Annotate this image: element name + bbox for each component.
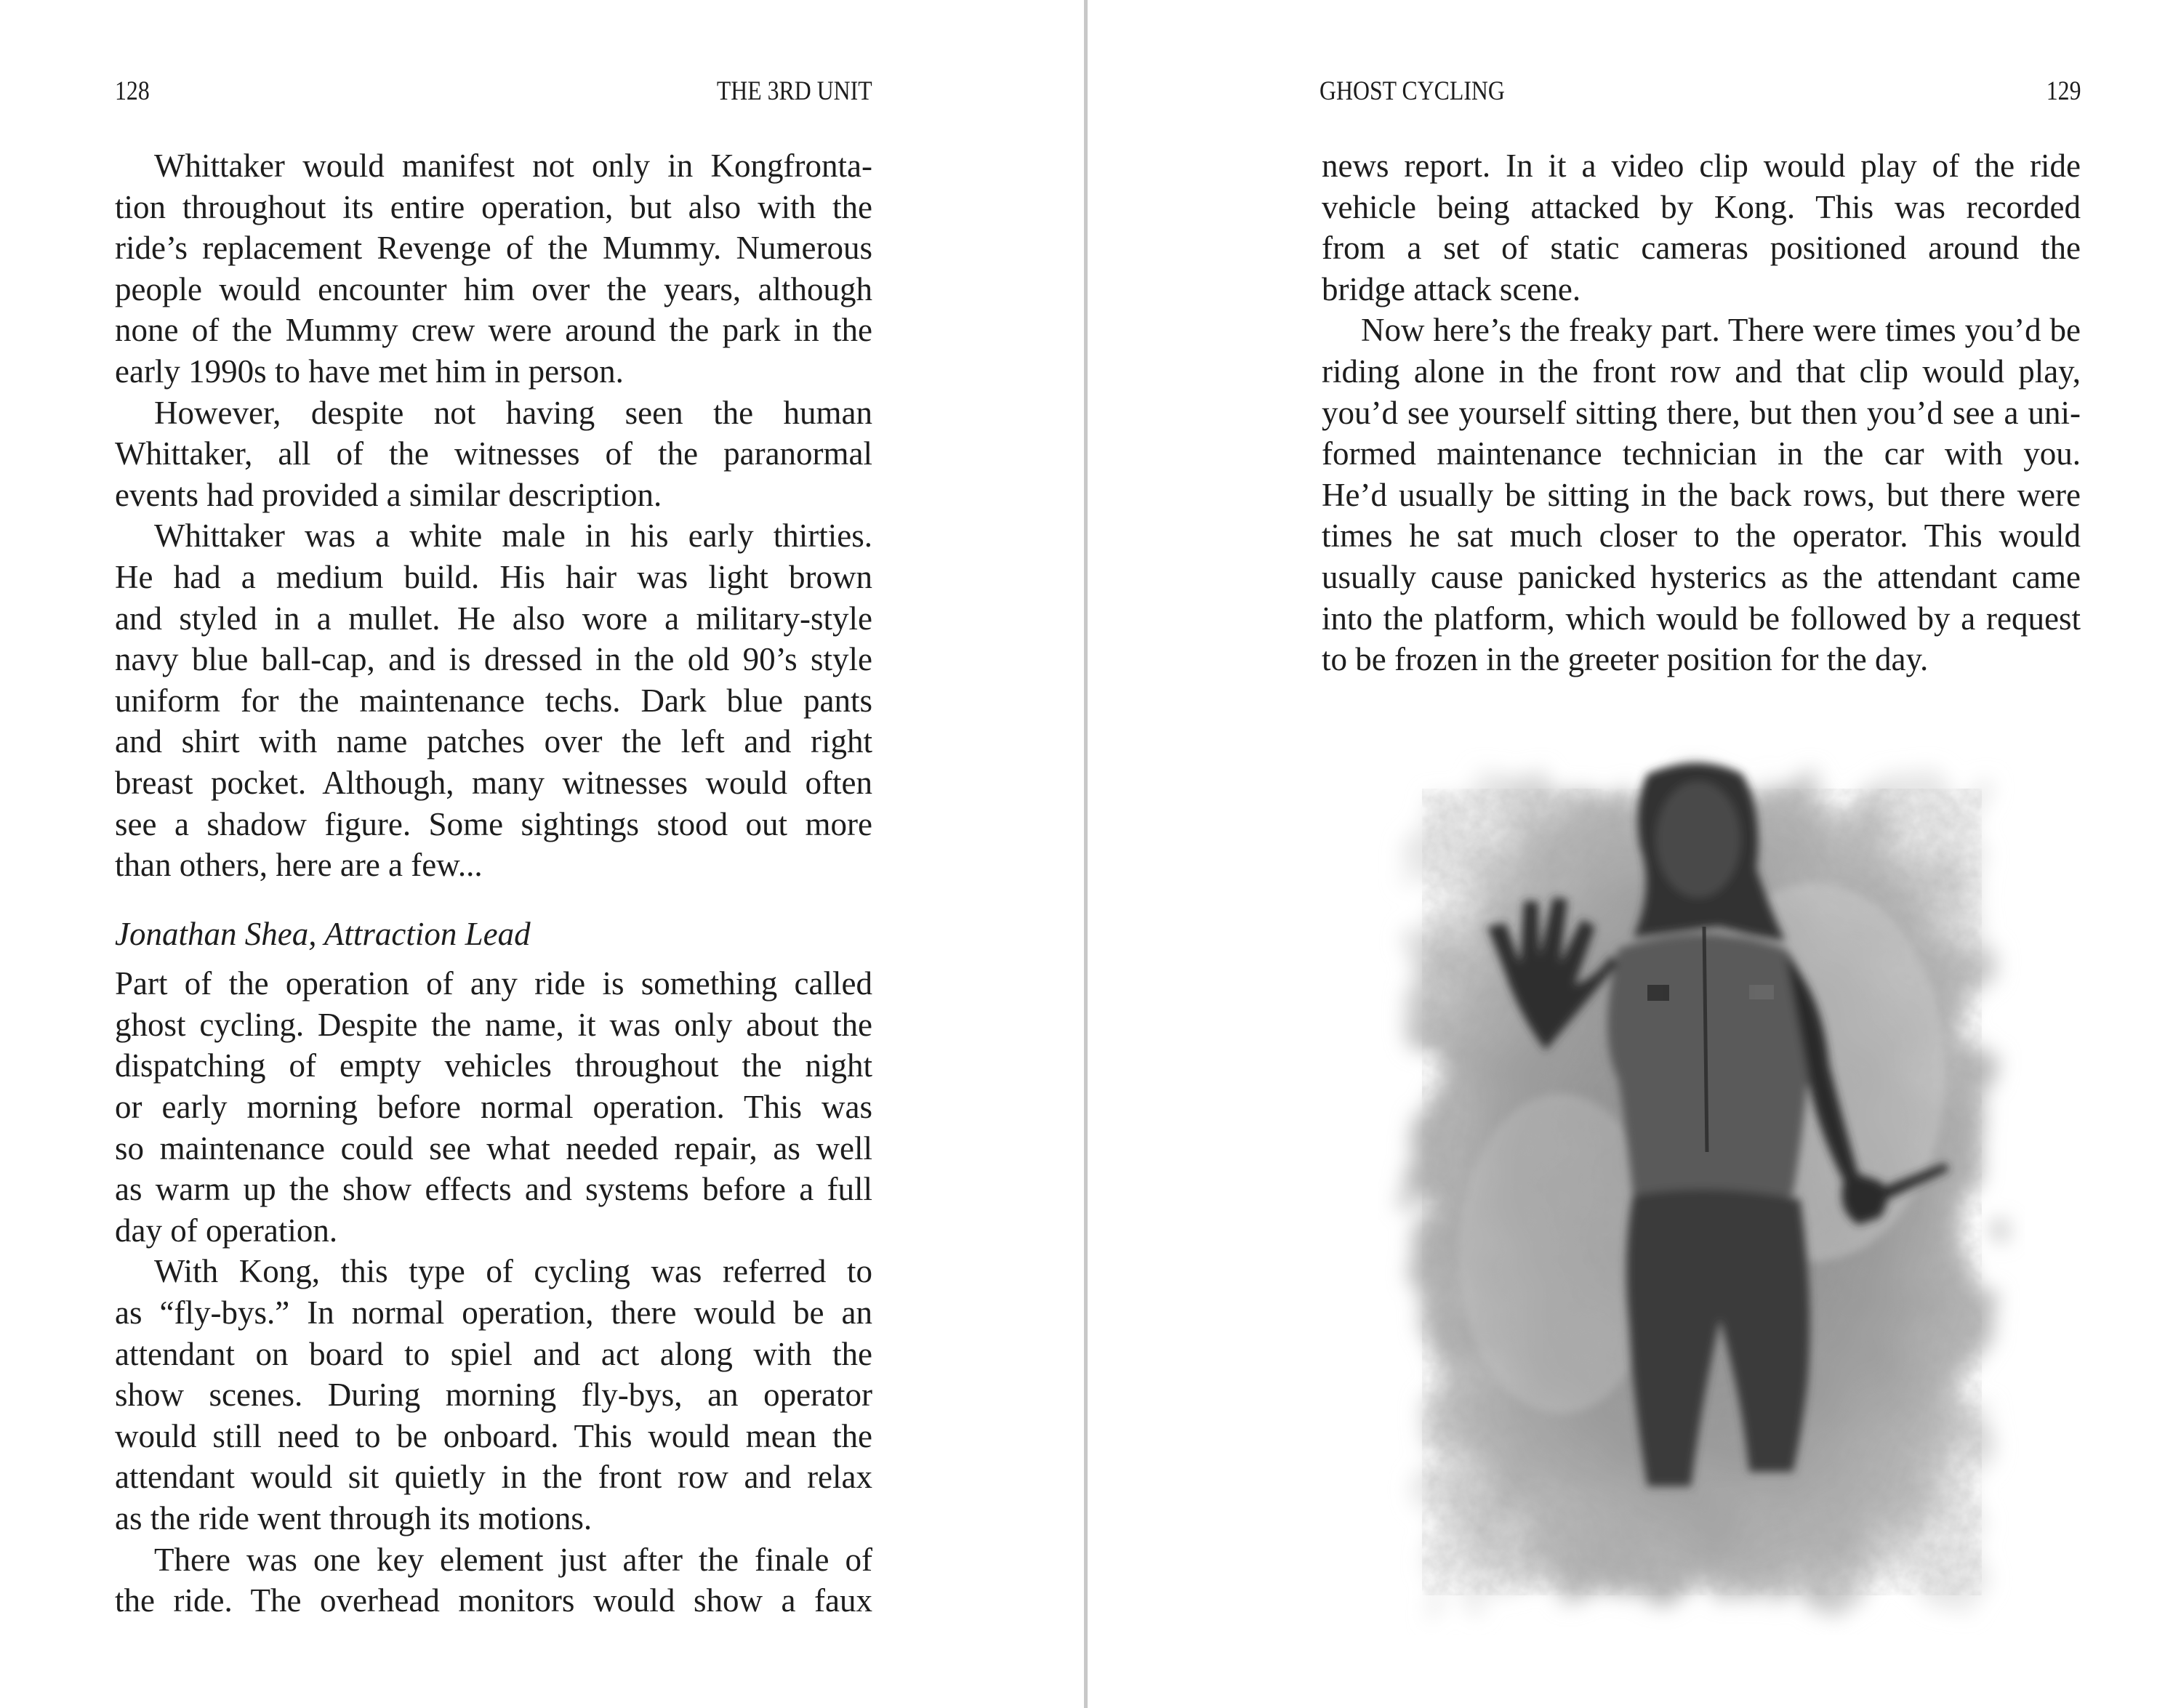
paragraph <box>115 392 872 516</box>
text-line: and styled in a mullet. He also wore a military-style <box>115 600 872 637</box>
text-line: would still need to be onboard. This would mean the <box>115 1417 872 1454</box>
text-line: Part of the operation of any ride is something called <box>115 965 872 1002</box>
text-line: none of the Mummy crew were around the park in the <box>115 312 872 349</box>
text-line: people would encounter him over the years, although <box>115 270 872 307</box>
text-line: to be frozen in the greeter position for the day. <box>1322 641 1929 678</box>
paragraph <box>115 145 872 392</box>
text-line: riding alone in the front row and that clip would play, <box>1322 353 2081 390</box>
right-body-text <box>1322 145 2081 680</box>
text-line: attendant on board to spiel and act along with the <box>115 1335 872 1372</box>
running-head-left: THE 3RD UNIT <box>717 76 872 106</box>
text-line: times he sat much closer to the operator. This would <box>1322 517 2081 555</box>
text-line: the ride. The overhead monitors would show a faux <box>115 1582 872 1619</box>
text-line: bridge attack scene. <box>1322 270 1581 307</box>
text-line: as “fly-bys.” In normal operation, there would be an <box>115 1294 872 1332</box>
paragraph <box>115 1251 872 1539</box>
paragraph <box>115 1539 872 1622</box>
text-line: day of operation. <box>115 1212 338 1249</box>
paragraph <box>115 963 872 1251</box>
left-page <box>0 0 1083 1708</box>
text-line: He had a medium build. His hair was light brown <box>115 558 872 595</box>
ghost-technician-illustration <box>1378 745 2025 1635</box>
text-line: uniform for the maintenance techs. Dark blue pants <box>115 682 872 719</box>
text-line: show scenes. During morning fly-bys, an operator <box>115 1377 872 1414</box>
text-line: Now here’s the freaky part. There were times you’d be <box>1361 312 2081 349</box>
page-number-left: 128 <box>115 76 150 106</box>
text-line: navy blue ball-cap, and is dressed in the old 90’s style <box>115 641 872 678</box>
text-line: attendant would sit quietly in the front row and relax <box>115 1459 872 1496</box>
text-line: usually cause panicked hysterics as the attendant came <box>1322 558 2081 595</box>
text-line: tion throughout its entire operation, but also with the <box>115 188 872 225</box>
text-line: dispatching of empty vehicles throughout the night <box>115 1047 872 1084</box>
text-line: However, despite not having seen the human <box>154 394 872 431</box>
text-line: as warm up the show effects and systems before a full <box>115 1171 872 1208</box>
running-head-right: GHOST CYCLING <box>1320 76 1505 106</box>
paragraph <box>115 515 872 885</box>
paragraph <box>1322 145 2081 310</box>
text-line: formed maintenance technician in the car with you. <box>1322 435 2081 472</box>
attribution-heading: Jonathan Shea, Attraction Lead <box>115 915 531 952</box>
left-body-text <box>115 145 872 1622</box>
text-line: He’d usually be sitting in the back rows, but there were <box>1322 476 2081 513</box>
text-line: There was one key element just after the finale of <box>154 1541 872 1578</box>
text-line: see a shadow figure. Some sightings stood out more <box>115 805 872 842</box>
text-line: vehicle being attacked by Kong. This was recorded <box>1322 188 2081 225</box>
text-line: breast pocket. Although, many witnesses would often <box>115 764 872 801</box>
text-line: from a set of static cameras positioned around the <box>1322 230 2081 267</box>
page-gutter-divider <box>1084 0 1088 1708</box>
text-line: ride’s replacement Revenge of the Mummy. Numerous <box>115 230 872 267</box>
page-number-right: 129 <box>2046 76 2081 106</box>
text-line: you’d see yourself sitting there, but then you’d see a uni- <box>1322 394 2081 431</box>
paragraph <box>1322 310 2081 680</box>
text-line: ghost cycling. Despite the name, it was only about the <box>115 1006 872 1043</box>
text-line: than others, here are a few... <box>115 847 483 884</box>
text-line: as the ride went through its motions. <box>115 1500 593 1536</box>
text-line: With Kong, this type of cycling was referred to <box>154 1253 872 1290</box>
text-line: or early morning before normal operation. This was <box>115 1089 872 1126</box>
text-line: events had provided a similar description. <box>115 476 662 513</box>
text-line: into the platform, which would be followed by a request <box>1322 600 2081 637</box>
text-line: and shirt with name patches over the left and right <box>115 723 872 760</box>
text-line: Whittaker was a white male in his early thirties. <box>154 517 872 555</box>
text-line: early 1990s to have met him in person. <box>115 353 624 390</box>
text-line: news report. In it a video clip would play of the ride <box>1322 148 2081 184</box>
text-line: so maintenance could see what needed repair, as well <box>115 1129 872 1167</box>
text-line: Whittaker, all of the witnesses of the paranormal <box>115 435 872 472</box>
text-line: Whittaker would manifest not only in Kongfronta- <box>154 148 872 184</box>
